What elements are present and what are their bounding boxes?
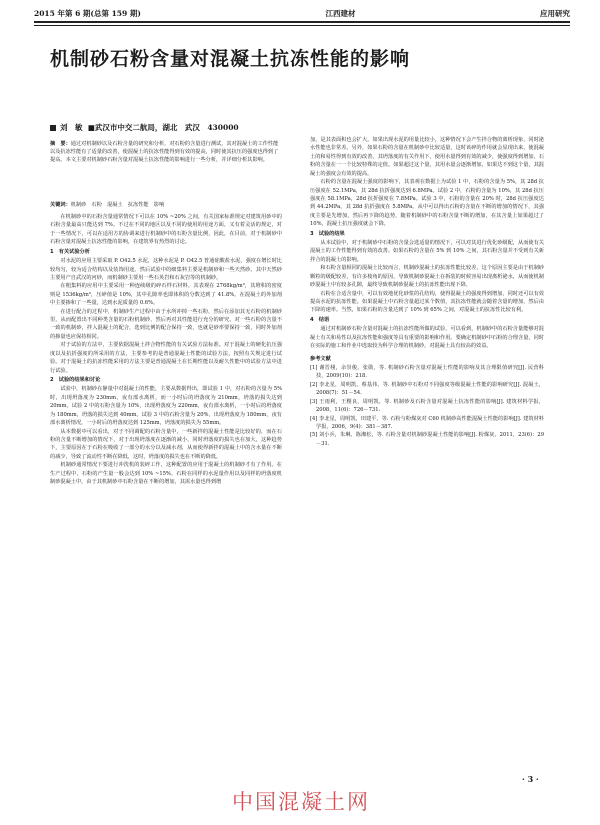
reference-entry: [3] 王雨利，王稷良，周明凯，等. 机制砂及石粉含量对混凝土抗冻性能的影响[J]. 建筑材料学报，2008，11(6)：726－731.: [310, 398, 544, 414]
body-paragraph: 从本数据中可以看出，对于不同调配的石粉含量中，一些新拌的混凝土性能是比较好的，而在石粉的含量不断增加的情况下，对于出现坍落度在逐渐的减小，同时坍落度的损失也在加大，这种趋势下，主要原因在于石粉在吸收了一部分的水分以及减水剂，从而使得新拌的混凝土中的含水量在不断的减少，导致了流动性不断在降低，这时，坍落度的损失也在不断的降低。: [50, 428, 282, 460]
reference-entry: [2] 李北星，周明凯，蔡基伟，等. 机制砂中石粉对不同强度等级混凝土性能的影响研究[J]. 混凝土，2008(7)：51－54.: [310, 381, 544, 397]
body-paragraph: 和石粉含量相同的混凝土比较而言，机制砂混凝土的抗冻性能比较差，这个原因主要是由于机制砂颗粒的级配较差，有许多棱角的原因，导致机制砂混凝土在拆装的时候容易出现离析泌水，从而使机制砂混凝土中有较多孔隙，最终导致机制砂混凝土的抗冻性能出现下降。: [310, 265, 544, 289]
body-paragraph: 对水泥的应用主要采取 P. O42.5 水泥，这种水泥是 P. O42.5 普通硅酸盐水泥，强度在增长时比较均匀，较为适合结构以及装饰用途。然后试验中的细集料主要是机制砂和一些天然砂。其中天然砂主要用产自武汉的河砂，而机制砂主要用一些石英岩和石灰岩等的机制砂。: [50, 258, 282, 281]
running-header: [34, 6, 570, 20]
watermark: 中国混凝土网: [232, 790, 370, 814]
section-heading: 3 试验的结果: [310, 230, 345, 237]
issue-info: 2015 年第 6 期(总第 159 期): [34, 8, 141, 18]
keywords-label: 关键词：: [50, 202, 71, 208]
body-paragraph: 在进行配合的过程中，机制砂生产过程中由于水所冲掉一些石粉，然后在添加其无石粉的机制砂里，从而配置出不同种类含量的石粉机制砂，然后再对其性能进行充分的研究。对一些石粉的含量不一致的机制砂，拌入混凝土的配合，选到比例的配合保持一致，也就是砂率要保持一致，同时外加剂的掺量也应保持相同。: [50, 308, 282, 340]
references-heading: 参考文献: [310, 355, 331, 362]
reference-entry: [4] 李北星，周明凯，田建平，等. 石粉与粉煤灰对 C60 机制砂高性能混凝土性能的影响[J]. 建筑材料学报，2006，9(4)：381－387.: [310, 415, 544, 430]
body-paragraph: 从本试验中，对于机制砂中石粉的含量会选适量的情况下，可以对其进行优化砂级配，从而使有关混凝土的工作性能得到有效的改善。如果石粉的含量在 5% 到 10% 之间，其石粉含量并不受到有关新拌合的混凝土的影响。: [310, 240, 544, 263]
keywords-text: 机制砂 石粉 混凝土 抗冻性能 影响: [70, 202, 165, 208]
body-paragraph: 加，是其表面积也会扩大。如果出现水泥的用量比较小，这种情况下会产生拌合物的离析现象，同时泌水性能也非常差。另外，如果石粉的含量在机制砂中比较适量，这时该碎的作用就会显现出来，使混凝土的和易性得到有效的改善，其坍落度的有关作用下，使用水量得到有效的减少，使强度得到增加，石粉的含量在一一个比较特殊的定值。如果超过这个量，其用水量会逐渐增加，如果达不到这个量，其混凝土的强度会有效的提高。: [310, 137, 544, 177]
body-paragraph: 在粗集料的应用中主要采用一种连续级的碎石样石材料，其表观在 2768kg/m³，其堆积的密度则是 1536kg/m³，压碎值是 10%，其中孔隙率也即体积的分数达到了 41.8%。在混凝土的外加剂中主要掺和了一些量，达到水泥质量的 0.6%。: [50, 283, 282, 307]
reference-entry: [1] 谢晋栩，余崇俊，张勋，等. 机制砂石粉含量对混凝土性能的影响及其合理限值研究[J]. 民营科技，2009(10)：218.: [310, 364, 544, 380]
right-column: [310, 136, 544, 448]
body-paragraph: 石粉在合适含量中，可以有效地优化砂浆的孔结构，使得混凝土的强度得到增加，同时还可以有效提高水泥的抗冻性能。如果混凝土中石粉含量超过某个数值，其抗冻性能就会随着含量的增加，然后由下降的速率。当然，如果石粉的含量达到了 10% 到 65% 之间，对混凝土的抗冻性比较有利。: [310, 290, 544, 314]
body-paragraph: 对于试验的方法中，主要依据混凝土拌合物性能的有关试验方法标准。对于混凝土的硬化抗压强度以及抗折强度的所采用的方法，主要参考的是普通混凝土性能的试验方法，按照有关规定进行试验。对于混凝土的抗冻性能采用的方法主要是普通混凝土在长期性能以及耐久性能中的试验方法中进行试验。: [50, 342, 282, 374]
abstract-text: 通过对机制砂以及石粉含量的研究和分析，对石粉的含量进行测试，其对混凝土的工作性能以及抗冻性能有了适量的改善，使混凝土的抗冻性能得到有效的提高，同时使其抗压的强度也得到了提高。本文主要对机制砂石粉含量对混凝土抗冻性能的影响进行一些分析，并详细分析其影响。: [50, 141, 279, 164]
author-affiliation: ■武汉市中交二航局，湖北 武汉 430000: [87, 123, 239, 132]
body-paragraph: 机制砂通常情况下要进行冲洗机的装碎工作，这种配置的应用于混凝土的机制砂才有了作用。在生产过程中，石粉的产生量一般会达到 10% ~15%。石粉在同样的水泥量作用以及同样的坍落度机制砂混凝土中，由于其机制砂中石粉含量在不断的增加，其需水量也得到增: [50, 462, 282, 486]
keywords: [50, 202, 280, 210]
header-rule-thick: [34, 21, 570, 23]
body-paragraph: 通过对机制砂石粉含量对混凝土的抗冻性能所做的试验，可以看到，机制砂中的石粉含量能够对混凝土有关和易性以及抗冻性能和强度等具有重要的影响和作用。要确定机制砂中石粉的合理含量，同时在实际的施工和作业中选取较为科学合理的机制砂，对混凝土具有较高的效益。: [310, 326, 544, 350]
abstract: [50, 140, 280, 164]
reference-entry: [5] 刘小兵，朱琳，陈湘松，等. 石粉含量对机制砂混凝土性能的影响[J]. 粉煤灰，2011，23(6)：29－31.: [310, 432, 544, 447]
author-line: [50, 122, 239, 133]
section-heading: 4 结语: [310, 316, 330, 323]
section-heading: 2 试验的结果和讨论: [50, 377, 101, 384]
section-name: 应用研究: [540, 8, 570, 18]
page-number: · 3 ·: [522, 774, 539, 784]
article-title: 机制砂石粉含量对混凝土抗冻性能的影响: [50, 48, 411, 70]
square-bullet-icon: [50, 125, 56, 131]
abstract-label: 摘 要：: [50, 141, 71, 147]
body-paragraph: 试验中，机制砂在静量中对混凝土的性能，主要从数据得出，即试验 1 中，对石粉的含量为 5% 时，出现坍落度为 230mm，夜有部水离析，而一小时后的坍落度为 210mm，坍落的损失达到 20mm。试验 2 中的石粉含量为 10%，出现坍落度为 220mm，夜有部水离析，一小时后的坍落度为 180mm，坍落的损失达到 40mm。试验 3 中的石粉含量为 20%，出现坍落度为 180mm，夜有部水离析情况，一小时后的坍落度达到 125mm，坍落度的损失为 55mm。: [50, 386, 282, 427]
body-paragraph: 石粉的含量在混凝土强度的影响下，其表观在数据上为试验 1 中，石粉的含量为 5%，其 28d 抗压强度在 52.1MPa，其 28d 抗折强度达到 6.8MPa。试验 2 中，石粉的含量为 10%，其 28d 抗压强度在 58.1MPa，28d 抗折强度在 7.8MPa。试验 3 中，石粉的含量在 20% 时，28d 抗压强度达到 44.2MPa，其 28d 抗折强度在 5.8MPa。从中可以得出石粉的含量在不断的增加的情况下，其强度主要是先增加，然后再下降的趋势，随着机制砂中的石粉含量不断的增加，在其含量上如果超过了 10%，混凝土抗压强度就会下降。: [310, 179, 544, 228]
header-rule-thin: [34, 25, 570, 26]
body-paragraph: 在机制砂中的石粉含量通常情况下可以在 10% ~20% 之间，有关国家标准规定对建筑用砂中的石粉含量最高只能达到 7%。不过在不同的地区以及不同的使用的用途方面，又有着灵活的规定，对于一些情况下，可以在适用方的协调来进行机制砂中的石粉含量比例，因此，在目前，对于机制砂中石粉含量对混凝土抗冻性能的影响，在建筑界有热烈的讨论。: [50, 214, 282, 246]
section-heading: 1 有关试验分析: [50, 248, 90, 255]
journal-name: 江西建材: [325, 8, 356, 18]
left-column: [50, 213, 282, 487]
author-names: 刘 敏: [60, 123, 83, 132]
